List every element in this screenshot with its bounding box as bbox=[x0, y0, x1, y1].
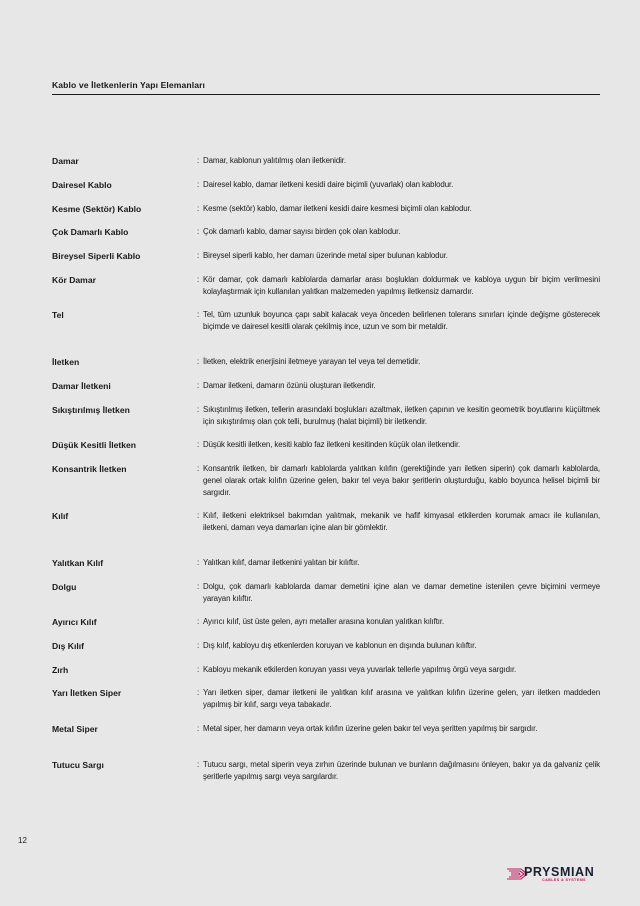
entry-term: Ayırıcı Kılıf bbox=[52, 617, 97, 627]
entry-definition: İletken, elektrik enerjisini iletmeye yarayan tel veya tel demetidir. bbox=[203, 357, 421, 366]
entry-separator: : bbox=[197, 724, 200, 733]
entry-separator: : bbox=[197, 558, 200, 567]
entry-term: Sıkıştırılmış İletken bbox=[52, 405, 130, 415]
entry-separator: : bbox=[197, 582, 200, 591]
logo-wordmark: PRYSMIAN bbox=[524, 865, 595, 879]
entry-separator: : bbox=[197, 310, 200, 319]
entry-definition: Yalıtkan kılıf, damar iletkenini yalıtan bir kılıftır. bbox=[203, 558, 360, 567]
entry-separator: : bbox=[197, 760, 200, 769]
entry-term: Yarı İletken Siper bbox=[52, 688, 122, 698]
entry-term: Düşük Kesitli İletken bbox=[52, 440, 137, 450]
entry-term: Konsantrik İletken bbox=[52, 464, 127, 474]
entry-definition: Kılıf, iletkeni elektriksel bakımdan yalıtmak, mekanik ve hafif kimyasal etkilerden korumak amacı ile kullanılan, iletkeni, damarı veya damarları içine alan bir gömlektir. bbox=[203, 511, 600, 532]
entry-separator: : bbox=[197, 204, 200, 213]
entry-separator: : bbox=[197, 511, 200, 520]
entry-term: Dairesel Kablo bbox=[52, 180, 112, 190]
entry-separator: : bbox=[197, 641, 200, 650]
entry-separator: : bbox=[197, 227, 200, 236]
entry-definition: Dolgu, çok damarlı kablolarda damar demetini içine alan ve damar demetine istenilen çevre biçimini vermeye yarayan kılıftır. bbox=[203, 582, 600, 603]
entry-definition: Çok damarlı kablo, damar sayısı birden çok olan kablodur. bbox=[203, 227, 401, 236]
entry-definition: Yarı iletken siper, damar iletkeni ile yalıtkan kılıf arasına ve yalıtkan kılıfın üzerine gelen, yarı iletken maddeden yapılmış bir kılıf, sargı veya tabakadır. bbox=[203, 688, 600, 709]
entry-separator: : bbox=[197, 464, 200, 473]
entry-term: Damar bbox=[52, 156, 79, 166]
entry-term: Kesme (Sektör) Kablo bbox=[52, 204, 142, 214]
logo-tagline: CABLES & SYSTEMS bbox=[542, 878, 586, 882]
entry-definition: Bireysel siperli kablo, her damarı üzerinde metal siper bulunan kablodur. bbox=[203, 251, 448, 260]
entry-term: Tutucu Sargı bbox=[52, 760, 104, 770]
entry-separator: : bbox=[197, 156, 200, 165]
entry-definition: Tel, tüm uzunluk boyunca çapı sabit kalacak veya önceden belirlenen tolerans sınırları içinde değişme gösterecek biçimde ve dairesel kesitli olarak çekilmiş ince, uzun ve som bir metaldir. bbox=[203, 310, 600, 331]
entry-separator: : bbox=[197, 688, 200, 697]
entry-definition: Dairesel kablo, damar iletkeni kesidi daire biçimli (yuvarlak) olan kablodur. bbox=[203, 180, 454, 189]
page-title: Kablo ve İletkenlerin Yapı Elemanları bbox=[52, 80, 206, 90]
entry-term: Kör Damar bbox=[52, 275, 96, 285]
entry-term: Çok Damarlı Kablo bbox=[52, 227, 129, 237]
header-divider bbox=[52, 94, 600, 95]
entry-separator: : bbox=[197, 180, 200, 189]
entry-definition: Metal siper, her damarın veya ortak kılıfın üzerine gelen bakır tel veya şeritten yapılmış bir sargıdır. bbox=[203, 724, 538, 733]
entry-definition: Ayırıcı kılıf, üst üste gelen, ayrı metaller arasına konulan yalıtkan kılıftır. bbox=[203, 617, 445, 626]
entry-separator: : bbox=[197, 381, 200, 390]
entry-separator: : bbox=[197, 357, 200, 366]
entry-separator: : bbox=[197, 440, 200, 449]
entry-term: Tel bbox=[52, 310, 64, 320]
prysmian-logo bbox=[506, 862, 612, 886]
entry-definition: Dış kılıf, kabloyu dış etkenlerden koruyan ve kablonun en dışında bulunan kılıftır. bbox=[203, 641, 477, 650]
entry-definition: Tutucu sargı, metal siperin veya zırhın üzerinde bulunan ve bunların dağılmasını önleyen, bakır ya da galvaniz çelik şeritlerle yapılmış sargı veya sargılardır. bbox=[203, 760, 600, 781]
entry-term: Metal Siper bbox=[52, 724, 98, 734]
entry-term: Damar İletkeni bbox=[52, 381, 111, 391]
entry-term: Dolgu bbox=[52, 582, 77, 592]
entry-definition: Damar, kablonun yalıtılmış olan iletkenidir. bbox=[203, 156, 346, 165]
entry-definition: Konsantrik iletken, bir damarlı kablolarda yalıtkan kılıfın (gerektiğinde yarı iletken siperin) çok damarlı kablolarda, genel olarak ortak kılıfın üzerine gelen, bakır tel veya bakır şeritlerin oluşturduğu, kablo boyunca helisel biçimli bir sargıdır. bbox=[203, 464, 600, 497]
entry-definition: Kabloyu mekanik etkilerden koruyan yassı veya yuvarlak tellerle yapılmış örgü veya sargıdır. bbox=[203, 665, 517, 674]
entry-term: Kılıf bbox=[52, 511, 69, 521]
entry-term: Zırh bbox=[52, 665, 69, 675]
entry-separator: : bbox=[197, 665, 200, 674]
page-number: 12 bbox=[18, 836, 27, 845]
entry-separator: : bbox=[197, 275, 200, 284]
entry-term: Bireysel Siperli Kablo bbox=[52, 251, 141, 261]
entry-term: Dış Kılıf bbox=[52, 641, 84, 651]
entry-definition: Düşük kesitli iletken, kesiti kablo faz iletkeni kesitinden küçük olan iletkendir. bbox=[203, 440, 461, 449]
entry-definition: Damar iletkeni, damarın özünü oluşturan iletkendir. bbox=[203, 381, 376, 390]
entry-separator: : bbox=[197, 405, 200, 414]
entry-separator: : bbox=[197, 251, 200, 260]
entry-definition: Kesme (sektör) kablo, damar iletkeni kesidi daire kesmesi biçimli olan kablodur. bbox=[203, 204, 472, 213]
entry-definition: Kör damar, çok damarlı kablolarda damarlar arası boşlukları doldurmak ve kabloya uygun bir biçim verilmesini kolaylaştırmak için kullanılan yalıtkan malzemeden yapılmış iletkensiz damardır. bbox=[203, 275, 600, 296]
entry-term: İletken bbox=[52, 357, 80, 367]
entry-definition: Sıkıştırılmış iletken, tellerin arasındaki boşlukları azaltmak, iletken çapının ve kesitin geometrik boyutlarını küçültmek için sıkıştırılmış olan çok telli, burulmuş (halat biçimli) bir iletkendir. bbox=[203, 405, 600, 426]
entry-separator: : bbox=[197, 617, 200, 626]
entry-term: Yalıtkan Kılıf bbox=[52, 558, 104, 568]
